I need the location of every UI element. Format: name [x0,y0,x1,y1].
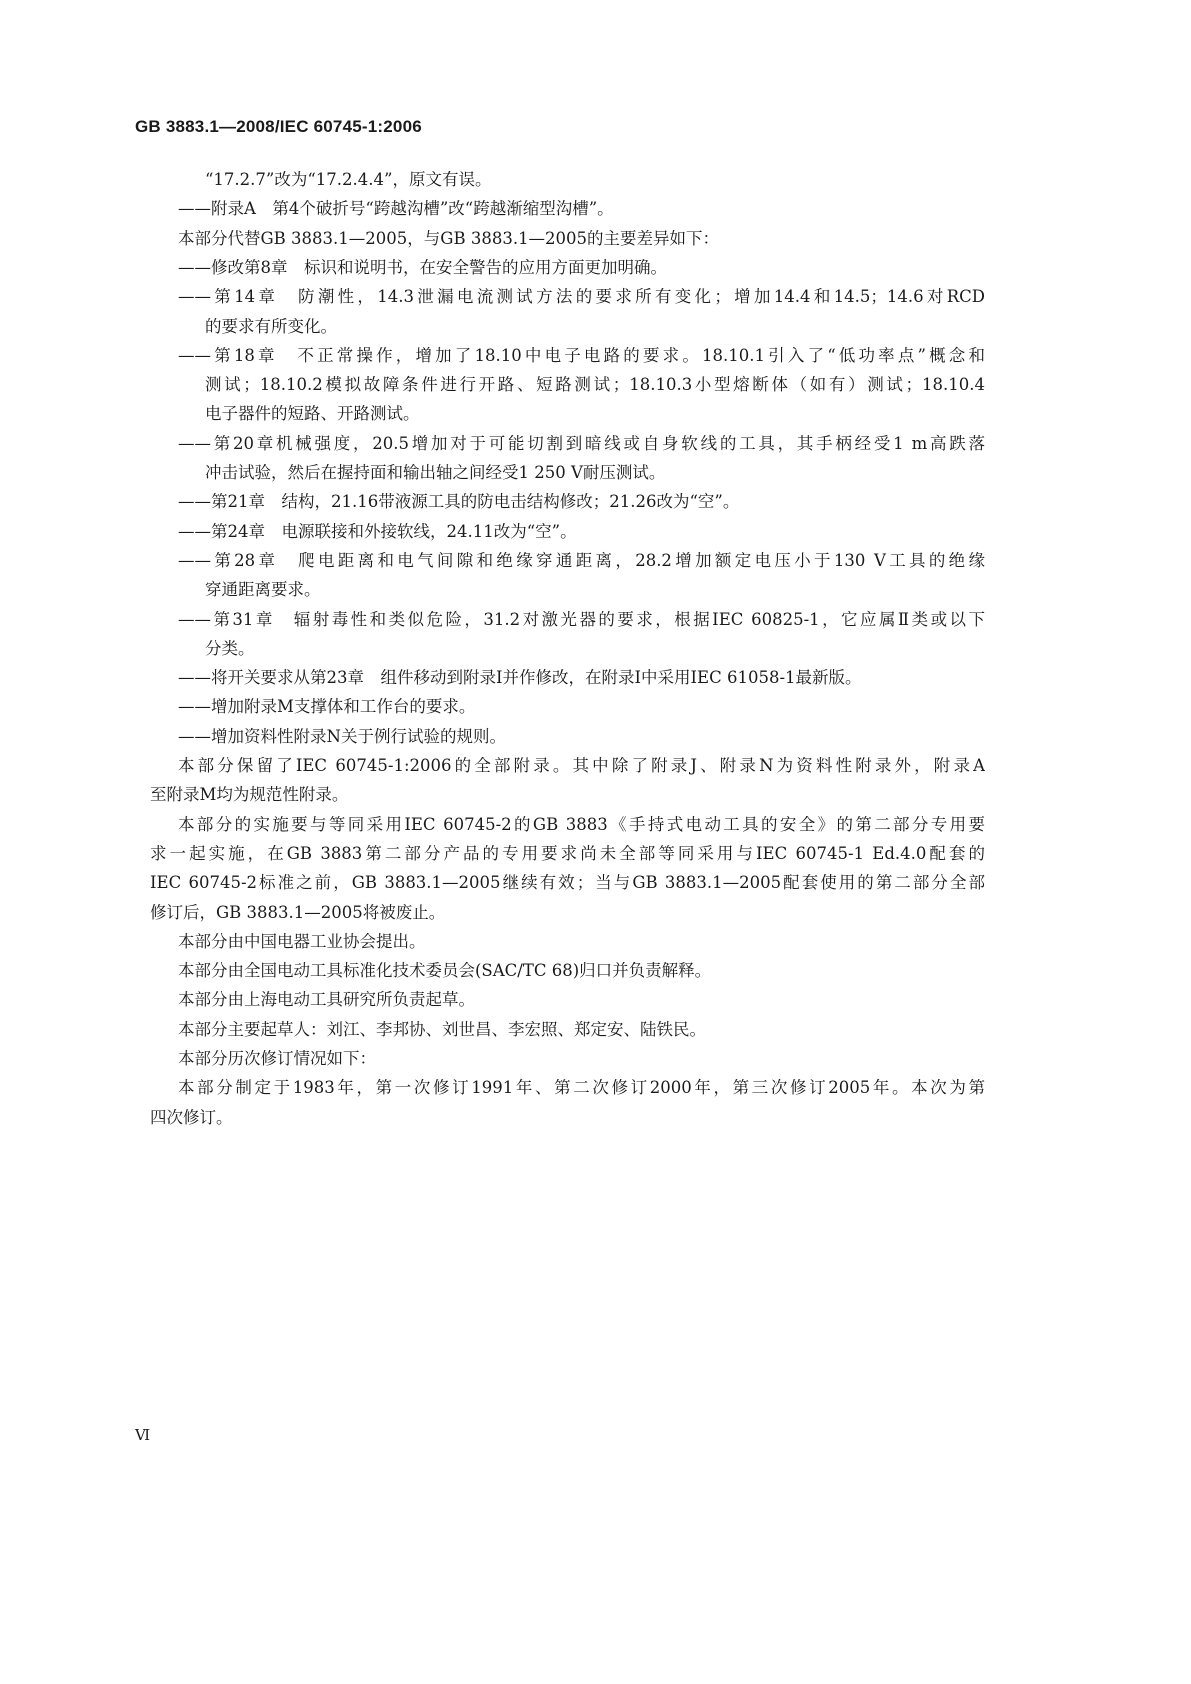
text-line: 本部分保留了IEC 60745-1:2006的全部附录。其中除了附录J、附录N为资料性附录外，附录A [178,756,985,775]
text-line: ——第20章机械强度，20.5增加对于可能切割到暗线或自身软线的工具，其手柄经受1 m高跌落 [178,433,985,453]
text-line: ——增加附录M支撑体和工作台的要求。 [178,697,476,717]
text-line: ——增加资料性附录N关于例行试验的规则。 [178,726,506,746]
standard-code-header: GB 3883.1—2008/IEC 60745-1:2006 [135,117,422,136]
text-line: ——第21章 结构，21.16带液源工具的防电击结构修改；21.26改为“空”。 [178,492,740,512]
text-line: 本部分由上海电动工具研究所负责起草。 [178,990,475,1010]
text-line: 的要求有所变化。 [205,316,337,336]
text-line: ——第14章 防潮性，14.3泄漏电流测试方法的要求所有变化；增加14.4和14.5；14.6对RCD [178,287,985,307]
text-line: ——第18章 不正常操作，增加了18.10中电子电路的要求。18.10.1引入了“低功率点”概念和 [178,345,985,365]
text-line: 至附录M均为规范性附录。 [150,785,349,805]
text-line: 分类。 [205,638,255,658]
text-line: 穿通距离要求。 [205,580,321,600]
text-line: 电子器件的短路、开路测试。 [205,404,420,424]
text-line: “17.2.7”改为“17.2.4.4”，原文有误。 [205,170,492,189]
text-line: IEC 60745-2标准之前，GB 3883.1—2005继续有效；当与GB 3883.1—2005配套使用的第二部分全部 [150,873,985,893]
text-line: ——第31章 辐射毒性和类似危险，31.2对激光器的要求，根据IEC 60825-1，它应属Ⅱ类或以下 [178,609,985,629]
text-line: ——修改第8章 标识和说明书，在安全警告的应用方面更加明确。 [178,257,667,277]
text-line: 求一起实施，在GB 3883第二部分产品的专用要求尚未全部等同采用与IEC 60745-1 Ed.4.0配套的 [150,843,985,863]
text-line: 本部分的实施要与等同采用IEC 60745-2的GB 3883《手持式电动工具的安全》的第二部分专用要 [178,814,985,834]
text-line: 本部分代替GB 3883.1—2005，与GB 3883.1—2005的主要差异如下： [178,228,720,248]
text-line: ——将开关要求从第23章 组件移动到附录I并作修改，在附录I中采用IEC 61058-1最新版。 [178,668,862,688]
text-line: ——附录A 第4个破折号“跨越沟槽”改“跨越渐缩型沟槽”。 [178,199,614,219]
text-line: 修订后，GB 3883.1—2005将被废止。 [150,902,446,922]
text-line: ——第24章 电源联接和外接软线，24.11改为“空”。 [178,521,577,541]
text-line: 本部分主要起草人：刘江、李邦协、刘世昌、李宏照、郑定安、陆铁民。 [178,1019,706,1039]
text-line: 本部分由中国电器工业协会提出。 [178,931,426,951]
text-line: 测试；18.10.2模拟故障条件进行开路、短路测试；18.10.3小型熔断体（如有）测试；18.10.4 [205,375,985,395]
text-line: ——第28章 爬电距离和电气间隙和绝缘穿通距离，28.2增加额定电压小于130 V工具的绝缘 [178,550,985,570]
text-line: 本部分由全国电动工具标准化技术委员会(SAC/TC 68)归口并负责解释。 [178,961,712,981]
text-line: 本部分历次修订情况如下： [178,1049,376,1068]
page-number: Ⅵ [135,1426,151,1444]
text-line: 本部分制定于1983年，第一次修订1991年、第二次修订2000年，第三次修订2005年。本次为第 [178,1078,985,1098]
text-line: 冲击试验，然后在握持面和输出轴之间经受1 250 V耐压测试。 [205,463,666,482]
text-line: 四次修订。 [150,1107,233,1127]
